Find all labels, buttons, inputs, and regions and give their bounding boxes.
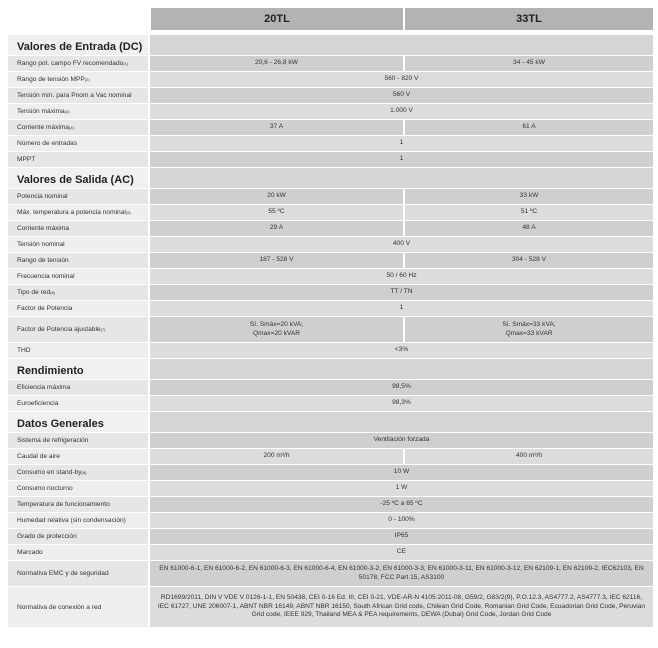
spec-row (8, 380, 653, 396)
spec-row (8, 104, 653, 120)
spec-label-text: THD (17, 347, 31, 354)
spec-value-33tl (405, 317, 653, 342)
spec-label: Rango pot. campo FV recomendado (1) (8, 56, 148, 71)
spec-row (8, 88, 653, 104)
spec-label (8, 237, 148, 252)
section-title: Datos Generales (8, 412, 148, 432)
spec-row (8, 343, 653, 359)
spec-label-text: Frecuencia nominal (17, 273, 75, 280)
spec-value-20tl: 200 m³/h (150, 449, 403, 464)
spec-row (8, 72, 653, 88)
spec-label-text: Número de entradas (17, 140, 78, 147)
spec-row (8, 237, 653, 253)
spec-row (8, 221, 653, 237)
spec-label: Rango de tensión MPP (2) (8, 72, 148, 87)
model-20tl-header: 20TL (151, 8, 403, 30)
spec-value-shared: TT / TN (150, 285, 653, 300)
spec-row (8, 449, 653, 465)
spec-label (8, 449, 148, 464)
spec-label (8, 545, 148, 560)
spec-label: Tipo de red (6) (8, 285, 148, 300)
section-title: Valores de Entrada (DC) (8, 35, 148, 55)
spec-label-text: Tensión mín. para Pnom a Vac nominal (17, 92, 132, 99)
spec-value-20tl: 20 kW (150, 189, 403, 204)
spec-row (8, 465, 653, 481)
spec-value-shared: 0 - 100% (150, 513, 653, 528)
spec-row (8, 301, 653, 317)
model-header (8, 8, 653, 30)
spec-label: Consumo en stand-by (8) (8, 465, 148, 480)
spec-row (8, 189, 653, 205)
spec-value-shared: 98,3% (150, 396, 653, 411)
spec-row (8, 269, 653, 285)
spec-value-shared: 1.000 V (150, 104, 653, 119)
spec-label-text: Humedad relativa (sin condensación) (17, 517, 126, 524)
spec-row (8, 513, 653, 529)
spec-label-text: Sistema de refrigeración (17, 437, 89, 444)
spec-value-shared: -25 ºC a 65 ºC (150, 497, 653, 512)
spec-value-33tl: 304 - 528 V (405, 253, 653, 268)
spec-value-shared: 10 W (150, 465, 653, 480)
spec-label-text: Corriente máxima (17, 124, 70, 131)
spec-value-33tl: 51 ºC (405, 205, 653, 220)
spec-label (8, 513, 148, 528)
spec-row (8, 205, 653, 221)
spec-value-20tl: 20,6 - 26,8 kW (150, 56, 403, 71)
spec-sheet (8, 8, 653, 628)
spec-label (8, 136, 148, 151)
spec-value-shared: 1 W (150, 481, 653, 496)
spec-label: Factor de Potencia ajustable (7) (8, 317, 148, 342)
spec-value-shared: 1 (150, 301, 653, 316)
section-title-fill (150, 359, 653, 379)
spec-value-20tl (150, 317, 403, 342)
section-title-fill (150, 35, 653, 55)
spec-value-shared: CE (150, 545, 653, 560)
spec-value-20tl: 55 ºC (150, 205, 403, 220)
spec-row (8, 56, 653, 72)
spec-label (8, 88, 148, 103)
spec-label-text: Grado de protección (17, 533, 77, 540)
spec-label-text: Rango pot. campo FV recomendado (17, 60, 124, 67)
spec-label (8, 380, 148, 395)
spec-label (8, 529, 148, 544)
spec-label-text: MPPT (17, 156, 36, 163)
spec-value-shared: <3% (150, 343, 653, 358)
spec-label-text: Tipo de red (17, 289, 51, 296)
spec-label-text: Temperatura de funcionamiento (17, 501, 110, 508)
section-header (8, 412, 653, 433)
spec-row (8, 497, 653, 513)
spec-value-20tl: 187 - 528 V (150, 253, 403, 268)
spec-row (8, 152, 653, 168)
spec-value-shared: 400 V (150, 237, 653, 252)
spec-value-line: Qmax=20 kVAR (253, 329, 300, 337)
spec-value-shared: IP65 (150, 529, 653, 544)
spec-label-text: Consumo en stand-by (17, 469, 82, 476)
spec-value-33tl: 61 A (405, 120, 653, 135)
spec-label-text: Máx. temperatura a potencia nominal (17, 209, 126, 216)
spec-label (8, 343, 148, 358)
spec-label-text: Normativa de conexión a red (17, 603, 102, 611)
spec-value-line: Qmax=33 kVAR (505, 329, 553, 337)
spec-row (8, 545, 653, 561)
spec-value-33tl: 48 A (405, 221, 653, 236)
spec-label (8, 221, 148, 236)
spec-label (8, 561, 148, 586)
spec-value-33tl: 400 m³/h (405, 449, 653, 464)
spec-value-shared: 560 - 820 V (150, 72, 653, 87)
spec-label (8, 152, 148, 167)
spec-label (8, 481, 148, 496)
spec-value-shared: 50 / 60 Hz (150, 269, 653, 284)
spec-label-text: Rango de tensión MPP (17, 76, 85, 83)
spec-value-shared: EN 61000-6-1, EN 61000-6-2, EN 61000-6-3, EN 61000-6-4, EN 61000-3-2, EN 61000-3-3, EN 61000-3-11, EN 61000-3-12, EN 62109-1, EN 62109-2, IEC62103, EN 50178, FCC Part 15, AS3100 (150, 561, 653, 586)
spec-row (8, 529, 653, 545)
spec-label (8, 301, 148, 316)
spec-label-text: Factor de Potencia ajustable (17, 326, 101, 333)
spec-value-line: Sí. Smáx=33 kVA; (502, 320, 556, 328)
spec-label (8, 253, 148, 268)
spec-label (8, 396, 148, 411)
spec-row (8, 317, 653, 343)
spec-value-shared: Ventilación forzada (150, 433, 653, 448)
spec-row (8, 481, 653, 497)
spec-label-text: Caudal de aire (17, 453, 60, 460)
section-title-fill (150, 412, 653, 432)
spec-label-text: Factor de Potencia (17, 305, 73, 312)
spec-row (8, 587, 653, 628)
spec-value-shared: RD1699/2011, DIN V VDE V 0126-1-1, EN 50438, CEI 0-16 Ed. III, CEI 0-21, VDE-AR-N 4105:2011-08, G59/2, G83/2(9), P.O.12.3, AS4777.2, AS4777.3, IEC 62116, IEC 61727, UNE 206007-1, ABNT NBR 16149, ABNT NBR 16150, South African Grid code, Chilean Grid Code, Romanian Grid Code, Ecuadorian Grid Code, Peruvian Grid code, IEEE 929, Thailand MEA & PEA requirements, DEWA (Dubai) Grid Code, Jordan Grid Code (150, 587, 653, 627)
spec-label-text: Tensión máxima (17, 108, 65, 115)
section-header (8, 359, 653, 380)
spec-label: Tensión máxima (3) (8, 104, 148, 119)
spec-value-20tl: 37 A (150, 120, 403, 135)
spec-value-33tl: 33 kW (405, 189, 653, 204)
spec-row (8, 120, 653, 136)
spec-label (8, 497, 148, 512)
spec-row (8, 396, 653, 412)
spec-label-text: Rango de tensión (17, 257, 69, 264)
spec-value-shared: 98,5% (150, 380, 653, 395)
spec-row (8, 253, 653, 269)
section-header (8, 35, 653, 56)
section-header (8, 168, 653, 189)
spec-label (8, 433, 148, 448)
spec-table-body (8, 35, 653, 628)
spec-label: Máx. temperatura a potencia nominal (5) (8, 205, 148, 220)
spec-label-text: Normativa EMC y de seguridad (17, 570, 109, 577)
spec-label: Corriente máxima (4) (8, 120, 148, 135)
spec-row (8, 433, 653, 449)
spec-label-text: Tensión nominal (17, 241, 65, 248)
spec-label-text: Consumo nocturno (17, 485, 73, 492)
spec-row (8, 136, 653, 152)
spec-value-shared: 1 (150, 152, 653, 167)
section-title: Rendimiento (8, 359, 148, 379)
spec-label (8, 269, 148, 284)
section-title-fill (150, 168, 653, 188)
spec-label-text: Potencia nominal (17, 193, 68, 200)
spec-value-20tl: 29 A (150, 221, 403, 236)
section-title: Valores de Salida (AC) (8, 168, 148, 188)
spec-label (8, 189, 148, 204)
spec-label-text: Corriente máxima (17, 225, 70, 232)
spec-row (8, 285, 653, 301)
spec-value-33tl: 34 - 45 kW (405, 56, 653, 71)
spec-label-text: Marcado (17, 549, 43, 556)
spec-label (8, 587, 148, 627)
spec-label-text: Eficiencia máxima (17, 384, 71, 391)
model-33tl-header: 33TL (405, 8, 653, 30)
spec-value-line: Sí. Smáx=20 kVA; (249, 320, 304, 328)
spec-value-shared: 1 (150, 136, 653, 151)
spec-label-text: Euroeficiencia (17, 400, 59, 407)
spec-value-shared: 560 V (150, 88, 653, 103)
spec-row (8, 561, 653, 587)
